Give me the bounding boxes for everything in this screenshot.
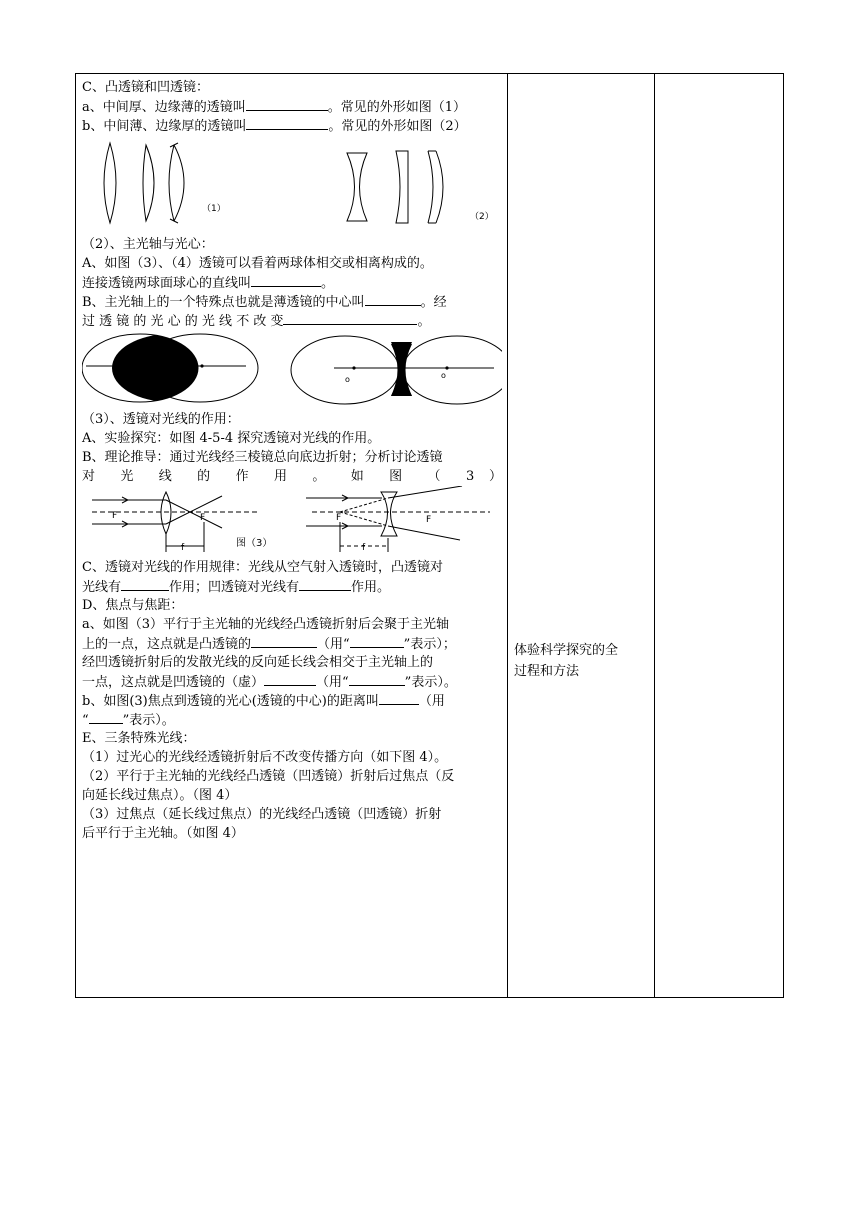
rule-line-1: C、透镜对光线的作用规律：光线从空气射入透镜时，凸透镜对: [82, 560, 443, 575]
section-d-b2: “ ”表示）。: [82, 710, 502, 729]
section-e-title: E、三条特殊光线：: [82, 731, 196, 746]
focal-length-label: f: [362, 543, 366, 553]
convex-lens-region: [112, 334, 228, 402]
section-d-a1: a、如图（3）平行于主光轴的光线经凸透镜折射后会聚于主光轴: [82, 617, 450, 632]
blank: [121, 577, 169, 591]
section-2-line-b2: 过 透 镜 的 光 心 的 光 线 不 改 变 。: [82, 311, 502, 330]
convex-definition: a、中间厚、边缘薄的透镜叫 。常见的外形如图（1）: [82, 97, 502, 116]
blank: [349, 672, 405, 686]
blank: [365, 292, 421, 306]
section-d-a3: 经凹透镜折射后的发散光线的反向延长线会相交于主光轴上的: [82, 655, 434, 670]
blank: [283, 311, 417, 325]
convex-lens: [161, 492, 171, 534]
goal-line-1: 体验科学探究的全: [514, 643, 619, 658]
blank: [299, 577, 351, 591]
planoconvex-lens: [143, 145, 154, 221]
focus-label: F: [426, 515, 432, 525]
section-e-2a: （2）平行于主光轴的光线经凸透镜（凹透镜）折射后过焦点（反: [82, 769, 455, 784]
focus-label: F: [200, 513, 206, 523]
focus-label: F: [112, 511, 118, 521]
spheres-figure: [82, 330, 502, 410]
center-label: o: [192, 369, 197, 378]
meniscus-convex-lens: [169, 145, 184, 221]
goal-column: [514, 640, 654, 682]
section-2-line-b1: B、主光轴上的一个特殊点也就是薄透镜的中心叫 。经: [82, 292, 502, 311]
section-e-1: （1）过光心的光线经透镜折射后不改变传播方向（如下图 4）。: [82, 750, 448, 765]
section-d-title: D、焦点与焦距：: [82, 598, 184, 613]
rule-line-2: 光线有 作用；凹透镜对光线有 作用。: [82, 577, 502, 596]
meniscus-concave-lens: [428, 151, 443, 223]
blank: [246, 116, 328, 130]
focal-length-label: f: [181, 543, 185, 553]
section-e-3a: （3）过焦点（延长线过焦点）的光线经凸透镜（凹透镜）折射: [82, 807, 442, 822]
content-column: [82, 78, 502, 843]
sphere-right: [403, 336, 502, 404]
theory-line-1: B、理论推导：通过光线经三棱镜总向底边折射；分析讨论透镜: [82, 450, 443, 465]
section-d-a2: 上的一点，这点就是凸透镜的 （用“ ”表示）；: [82, 634, 502, 653]
sphere-left: [291, 336, 399, 404]
lens-shapes-figure: [82, 135, 502, 235]
biconvex-lens: [104, 143, 116, 223]
planoconcave-lens: [396, 151, 408, 223]
blank: [251, 273, 321, 287]
section-d-b1: b、如图(3)焦点到透镜的光心(透镜的中心)的距离叫 （用: [82, 691, 502, 710]
concave-definition: b、中间薄、边缘厚的透镜叫 。常见的外形如图（2）: [82, 116, 502, 135]
section-3-title: （3）、透镜对光线的作用：: [82, 412, 240, 427]
center-label: o: [441, 371, 446, 380]
lesson-table: [75, 73, 784, 998]
section-c-title: C、凸透镜和凹透镜：: [82, 80, 209, 95]
section-d-a4: 一点，这点就是凹透镜的（虚） （用“ ”表示）。: [82, 672, 502, 691]
fig1-label: （1）: [202, 204, 226, 214]
blank: [350, 634, 404, 648]
biconcave-lens: [347, 153, 367, 221]
concave-lens: [381, 492, 397, 536]
section-2-title: （2）、主光轴与光心：: [82, 237, 214, 252]
column-divider-1: [507, 74, 508, 997]
blank: [251, 634, 317, 648]
fig3-label: 图（3）: [236, 538, 273, 549]
section-e-3b: 后平行于主光轴。（如图 4）: [82, 826, 244, 841]
column-divider-2: [654, 74, 655, 997]
experiment-line: A、实验探究：如图 4-5-4 探究透镜对光线的作用。: [82, 431, 381, 446]
blank: [89, 710, 123, 724]
blank: [379, 691, 419, 705]
goal-line-2: 过程和方法: [514, 664, 580, 679]
focus-label: F: [336, 513, 342, 523]
section-e-2b: 向延长线过焦点）。（图 4）: [82, 788, 238, 803]
blank: [246, 97, 328, 111]
ray-diagram-figure: [82, 486, 502, 558]
section-2-line-a2: 连接透镜两球面球心的直线叫 。: [82, 273, 502, 292]
blank: [264, 672, 316, 686]
center-label: o: [116, 373, 121, 382]
center-label: o: [345, 375, 350, 384]
section-2-line-a1: A、如图（3）、（4）透镜可以看着两球体相交或相离构成的。: [82, 256, 433, 271]
fig2-label: （2）: [470, 212, 494, 222]
theory-line-2: 对 光 线 的 作 用 。 如 图 （ 3 ）: [82, 469, 502, 484]
